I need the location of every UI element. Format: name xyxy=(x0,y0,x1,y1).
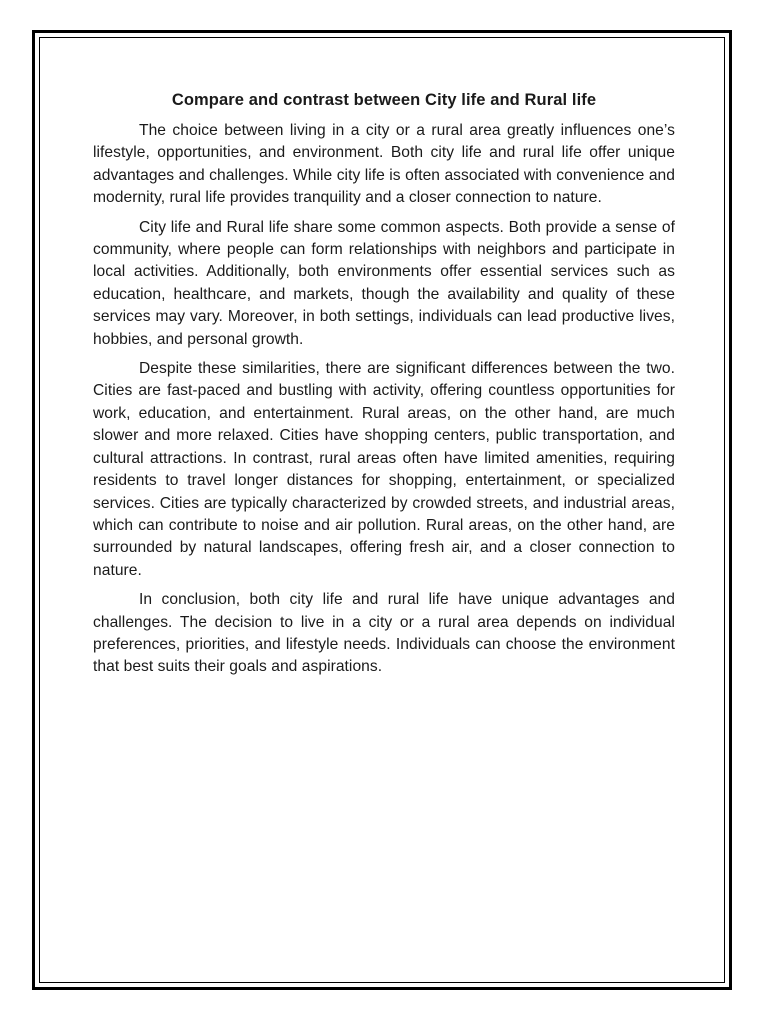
paragraph-introduction: The choice between living in a city or a rural area greatly influences one’s lifestyle, opportunities, and environment. Both city life and rural life offer unique advantages and challenges. While city life is often associated with convenience and modernity, rural life provides tranquility and a closer connection to nature. xyxy=(93,122,675,207)
paragraph-similarities: City life and Rural life share some common aspects. Both provide a sense of community, where people can form relationships with neighbors and participate in local activities. Additionally, both environments offer essential services such as education, healthcare, and markets, though the availability and quality of these services may vary. Moreover, in both settings, individuals can lead productive lives, hobbies, and personal growth. xyxy=(93,218,675,348)
document-title: Compare and contrast between City life and Rural life xyxy=(171,91,597,109)
document-body xyxy=(93,88,675,686)
paragraph-conclusion: In conclusion, both city life and rural life have unique advantages and challenges. The decision to live in a city or a rural area depends on individual preferences, priorities, and lifestyle needs. Individuals can choose the environment that best suits their goals and aspirations. xyxy=(93,591,675,676)
paragraph-differences: Despite these similarities, there are significant differences between the two. Cities are fast-paced and bustling with activity, offering countless opportunities for work, education, and entertainment. Rural areas, on the other hand, are much slower and more relaxed. Cities have shopping centers, public transportation, and cultural attractions. In contrast, rural areas often have limited amenities, requiring residents to travel longer distances for shopping, entertainment, or specialized services. Cities are typically characterized by crowded streets, and industrial areas, which can contribute to noise and air pollution. Rural areas, on the other hand, are surrounded by natural landscapes, offering fresh air, and a closer connection to nature. xyxy=(93,360,675,579)
